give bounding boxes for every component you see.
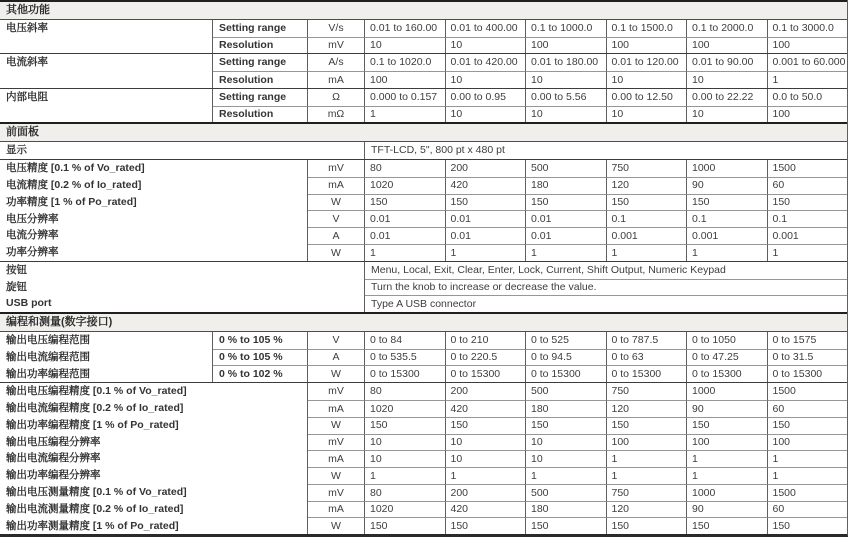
spec-row	[0, 37, 847, 54]
spec-value: 10	[687, 106, 768, 123]
spec-sub-label: 0 % to 105 %	[213, 332, 308, 349]
spec-row	[0, 417, 847, 434]
spec-value: 0 to 63	[607, 349, 688, 366]
spec-value: 750	[607, 484, 688, 501]
spec-value: 90	[687, 400, 768, 417]
spec-sub-label: Setting range	[213, 89, 308, 106]
spec-value: 1	[768, 450, 848, 467]
spec-value: 0 to 535.5	[365, 349, 446, 366]
spec-value: 150	[768, 194, 848, 211]
spec-value: 0 to 15300	[526, 365, 607, 382]
spec-row	[0, 467, 847, 484]
spec-value: 0.1 to 1000.0	[526, 20, 607, 37]
spec-value: 0.01	[365, 227, 446, 244]
spec-value: 750	[607, 160, 688, 177]
spec-label: 输出电流编程精度 [0.2 % of Io_rated]	[0, 400, 308, 417]
spec-value: 150	[365, 417, 446, 434]
spec-value: 1000	[687, 160, 768, 177]
spec-value: 10	[365, 434, 446, 451]
spec-row	[0, 332, 847, 349]
spec-value: 10	[526, 106, 607, 123]
spec-value: 100	[607, 37, 688, 54]
spec-value: 100	[526, 37, 607, 54]
unit-label: W	[308, 244, 365, 261]
section-title: 前面板	[6, 126, 39, 139]
spec-value: 420	[446, 400, 527, 417]
spec-value: 420	[446, 501, 527, 518]
unit-label: mA	[308, 450, 365, 467]
spec-value: 200	[446, 484, 527, 501]
spec-label: 输出功率编程精度 [1 % of Po_rated]	[0, 417, 308, 434]
spec-value: 0 to 1050	[687, 332, 768, 349]
spec-value: 0 to 220.5	[446, 349, 527, 366]
spec-value: 0.1	[687, 210, 768, 227]
spec-value: 0 to 31.5	[768, 349, 848, 366]
spec-label: 电压精度 [0.1 % of Vo_rated]	[0, 160, 308, 177]
spec-value: 0.001	[687, 227, 768, 244]
spec-label: 显示	[0, 142, 365, 159]
spec-value: 0 to 15300	[446, 365, 527, 382]
spec-label	[0, 71, 213, 88]
spec-value: 10	[365, 37, 446, 54]
spec-label: 输出电流编程范围	[0, 349, 213, 366]
spec-row	[0, 400, 847, 417]
spec-value: 100	[365, 71, 446, 88]
spec-row	[0, 295, 847, 312]
spec-value: 10	[687, 71, 768, 88]
unit-label: mA	[308, 177, 365, 194]
spec-value: 1	[365, 106, 446, 123]
spec-value: 80	[365, 383, 446, 400]
spec-value: 1	[768, 244, 848, 261]
unit-label: W	[308, 417, 365, 434]
spec-label: 内部电阻	[0, 89, 213, 106]
unit-label: W	[308, 194, 365, 211]
spec-label: 输出功率编程范围	[0, 365, 213, 382]
spec-value: 0.1 to 1500.0	[607, 20, 688, 37]
unit-label: mA	[308, 501, 365, 518]
spec-value: 100	[768, 434, 848, 451]
spec-value: 1	[687, 244, 768, 261]
spec-row	[0, 106, 847, 123]
spec-value: 0.01	[446, 210, 527, 227]
spec-label: 输出功率编程分辨率	[0, 467, 308, 484]
spec-value: 1	[687, 467, 768, 484]
spec-value: 10	[365, 450, 446, 467]
spec-value: 10	[526, 71, 607, 88]
unit-label: W	[308, 517, 365, 534]
spec-label: 输出功率测量精度 [1 % of Po_rated]	[0, 517, 308, 534]
spec-value: 0.01 to 180.00	[526, 54, 607, 71]
spec-label: 电压分辨率	[0, 210, 308, 227]
spec-label: 功率精度 [1 % of Po_rated]	[0, 194, 308, 211]
spec-label: 输出电压编程分辨率	[0, 434, 308, 451]
spec-sub-label: Resolution	[213, 106, 308, 123]
spec-value: 150	[607, 194, 688, 211]
unit-label: V	[308, 332, 365, 349]
spec-row	[0, 227, 847, 244]
spec-value: 0 to 15300	[607, 365, 688, 382]
spec-value: 1020	[365, 177, 446, 194]
spec-value: 80	[365, 484, 446, 501]
spec-row	[0, 194, 847, 211]
spec-row	[0, 142, 847, 159]
spec-value: 150	[768, 517, 848, 534]
spec-value: 0.1	[768, 210, 848, 227]
unit-label: A	[308, 349, 365, 366]
spec-label: 电压斜率	[0, 20, 213, 37]
spec-value: 10	[526, 434, 607, 451]
spec-row	[0, 365, 847, 382]
spec-label: 电流精度 [0.2 % of Io_rated]	[0, 177, 308, 194]
spec-row	[0, 279, 847, 296]
spec-value: Turn the knob to increase or decrease the value.	[365, 279, 847, 296]
spec-value: 500	[526, 160, 607, 177]
spec-value: 0 to 1575	[772, 333, 817, 346]
spec-value: 1000	[687, 383, 768, 400]
spec-sub-label: 0 % to 102 %	[213, 365, 308, 382]
spec-value: 1500	[768, 484, 848, 501]
spec-value: 1	[687, 450, 768, 467]
spec-value: 0.1 to 1020.0	[365, 54, 446, 71]
spec-value: 100	[768, 37, 848, 54]
spec-value: 120	[607, 177, 688, 194]
spec-value: 500	[526, 383, 607, 400]
unit-label: W	[308, 467, 365, 484]
spec-value: 1	[446, 244, 527, 261]
spec-sub-label: Resolution	[213, 37, 308, 54]
unit-label: V	[308, 210, 365, 227]
spec-value: 0 to 15300	[687, 365, 768, 382]
spec-value: 0.1 to 3000.0	[772, 21, 834, 34]
spec-value: 1500	[772, 162, 796, 175]
spec-label: 输出电流测量精度 [0.2 % of Io_rated]	[0, 501, 308, 518]
spec-value: 0.00 to 22.22	[687, 89, 768, 106]
spec-value: 1020	[365, 400, 446, 417]
spec-value: 0 to 210	[446, 332, 527, 349]
spec-value: 180	[526, 177, 607, 194]
unit-label: mV	[308, 37, 365, 54]
spec-label: 电流斜率	[0, 54, 213, 71]
spec-value: 100	[687, 37, 768, 54]
spec-value: 0.01 to 90.00	[687, 54, 768, 71]
spec-value: 0 to 84	[365, 332, 446, 349]
spec-value: 60	[768, 501, 848, 518]
spec-row	[0, 517, 847, 534]
spec-value: 10	[446, 106, 527, 123]
spec-value: 80	[365, 160, 446, 177]
spec-value: 60	[768, 400, 848, 417]
spec-value: 150	[365, 517, 446, 534]
spec-label: USB port	[0, 295, 365, 312]
spec-row	[0, 349, 847, 366]
spec-label: 功率分辨率	[0, 244, 308, 261]
spec-value: 1	[365, 244, 446, 261]
spec-value: 200	[446, 383, 527, 400]
spec-value: 60	[768, 177, 848, 194]
spec-sub-label: 0 % to 105 %	[213, 349, 308, 366]
section-title: 其他功能	[6, 3, 50, 16]
spec-value: 1	[607, 450, 688, 467]
spec-value: 100	[768, 106, 848, 123]
spec-value: 100	[607, 434, 688, 451]
spec-value: 0.01 to 120.00	[607, 54, 688, 71]
spec-value: 90	[687, 177, 768, 194]
spec-row	[0, 177, 847, 194]
unit-label: mV	[308, 383, 365, 400]
spec-value: 0.01	[365, 210, 446, 227]
spec-value: 150	[365, 194, 446, 211]
spec-sub-label: Resolution	[213, 71, 308, 88]
unit-label: mΩ	[308, 106, 365, 123]
spec-label	[0, 37, 213, 54]
unit-label: W	[308, 365, 365, 382]
spec-row	[0, 450, 847, 467]
spec-value: 1	[526, 244, 607, 261]
spec-value: 1	[446, 467, 527, 484]
spec-value: 90	[687, 501, 768, 518]
spec-row	[0, 484, 847, 501]
spec-row	[0, 244, 847, 261]
spec-value: 150	[446, 517, 527, 534]
spec-value: 120	[607, 400, 688, 417]
spec-value: 0.00 to 5.56	[526, 89, 607, 106]
spec-value: 0.001	[607, 227, 688, 244]
spec-value: 180	[526, 400, 607, 417]
spec-value: 150	[526, 517, 607, 534]
spec-value: 1500	[772, 385, 796, 398]
unit-label: mA	[308, 400, 365, 417]
section-header-row	[0, 312, 847, 332]
spec-value: TFT-LCD, 5", 800 pt x 480 pt	[371, 144, 505, 157]
spec-row	[0, 501, 847, 518]
spec-value: 10	[607, 71, 688, 88]
spec-value: 200	[446, 160, 527, 177]
spec-value: Menu, Local, Exit, Clear, Enter, Lock, Current, Shift Output, Numeric Keypad	[371, 263, 726, 276]
spec-value: 150	[687, 417, 768, 434]
spec-value: 120	[607, 501, 688, 518]
unit-label: A/s	[308, 54, 365, 71]
spec-sub-label: Setting range	[213, 54, 308, 71]
spec-row	[0, 88, 847, 106]
spec-value: 150	[607, 517, 688, 534]
section-title: 编程和测量(数字接口)	[6, 315, 113, 328]
spec-value: 1	[607, 467, 688, 484]
spec-value: 10	[446, 37, 527, 54]
spec-value: 150	[446, 194, 527, 211]
unit-label: A	[308, 227, 365, 244]
spec-value: 10	[446, 450, 527, 467]
spec-value: 0 to 15300	[768, 365, 848, 382]
spec-value: 1	[768, 467, 848, 484]
spec-value: 100	[687, 434, 768, 451]
spec-value: 1	[526, 467, 607, 484]
spec-row	[0, 261, 847, 279]
spec-value: 420	[446, 177, 527, 194]
spec-value: 10	[526, 450, 607, 467]
spec-row	[0, 434, 847, 451]
section-header-row	[0, 0, 847, 20]
spec-value: 0.00 to 0.95	[446, 89, 527, 106]
section-header-row	[0, 122, 847, 142]
spec-value: 500	[526, 484, 607, 501]
spec-label: 电流分辨率	[0, 227, 308, 244]
spec-value: 0 to 47.25	[687, 349, 768, 366]
spec-value: 0.01 to 400.00	[446, 20, 527, 37]
spec-value: 0.00 to 12.50	[607, 89, 688, 106]
spec-row	[0, 20, 847, 37]
unit-label: mV	[308, 434, 365, 451]
spec-row	[0, 53, 847, 71]
unit-label: Ω	[308, 89, 365, 106]
spec-label: 按钮	[0, 262, 365, 279]
spec-value: 150	[526, 194, 607, 211]
spec-label: 输出电流编程分辨率	[0, 450, 308, 467]
spec-label: 输出电压编程范围	[0, 332, 213, 349]
spec-label: 输出电压测量精度 [0.1 % of Vo_rated]	[0, 484, 308, 501]
spec-value: 150	[526, 417, 607, 434]
spec-value: 0.01	[526, 210, 607, 227]
spec-value: 10	[446, 434, 527, 451]
spec-value: 0 to 525	[526, 332, 607, 349]
spec-value: 10	[446, 71, 527, 88]
spec-row	[0, 159, 847, 177]
spec-label: 旋钮	[0, 279, 365, 296]
spec-value: 0.1 to 2000.0	[687, 20, 768, 37]
spec-value: 0.000 to 0.157	[365, 89, 446, 106]
spec-value: 150	[607, 417, 688, 434]
unit-label: mA	[308, 71, 365, 88]
spec-value: 750	[607, 383, 688, 400]
spec-value: 1000	[687, 484, 768, 501]
spec-value: 0.0 to 50.0	[772, 91, 823, 104]
spec-label: 输出电压编程精度 [0.1 % of Vo_rated]	[0, 383, 308, 400]
spec-value: 0.001	[768, 227, 848, 244]
spec-value: 150	[446, 417, 527, 434]
spec-value: 0 to 787.5	[607, 332, 688, 349]
spec-value: 1	[365, 467, 446, 484]
spec-row	[0, 71, 847, 88]
spec-value: 0.01	[526, 227, 607, 244]
spec-value: 0.001 to 60.000	[772, 56, 846, 69]
spec-value: 0 to 15300	[365, 365, 446, 382]
spec-sub-label: Setting range	[213, 20, 308, 37]
unit-label: mV	[308, 160, 365, 177]
spec-value: 1	[607, 244, 688, 261]
unit-label: mV	[308, 484, 365, 501]
spec-value: Type A USB connector	[365, 295, 847, 312]
spec-value: 150	[768, 417, 848, 434]
spec-row	[0, 210, 847, 227]
spec-value: 0.01 to 160.00	[365, 20, 446, 37]
spec-value: 150	[687, 517, 768, 534]
spec-value: 0.01 to 420.00	[446, 54, 527, 71]
unit-label: V/s	[308, 20, 365, 37]
spec-value: 150	[687, 194, 768, 211]
spec-row	[0, 382, 847, 400]
spec-value: 1	[768, 71, 848, 88]
spec-value: 10	[607, 106, 688, 123]
spec-value: 0.1	[607, 210, 688, 227]
spec-value: 0 to 94.5	[526, 349, 607, 366]
spec-label	[0, 106, 213, 123]
spec-value: 180	[526, 501, 607, 518]
spec-value: 0.01	[446, 227, 527, 244]
spec-value: 1020	[365, 501, 446, 518]
